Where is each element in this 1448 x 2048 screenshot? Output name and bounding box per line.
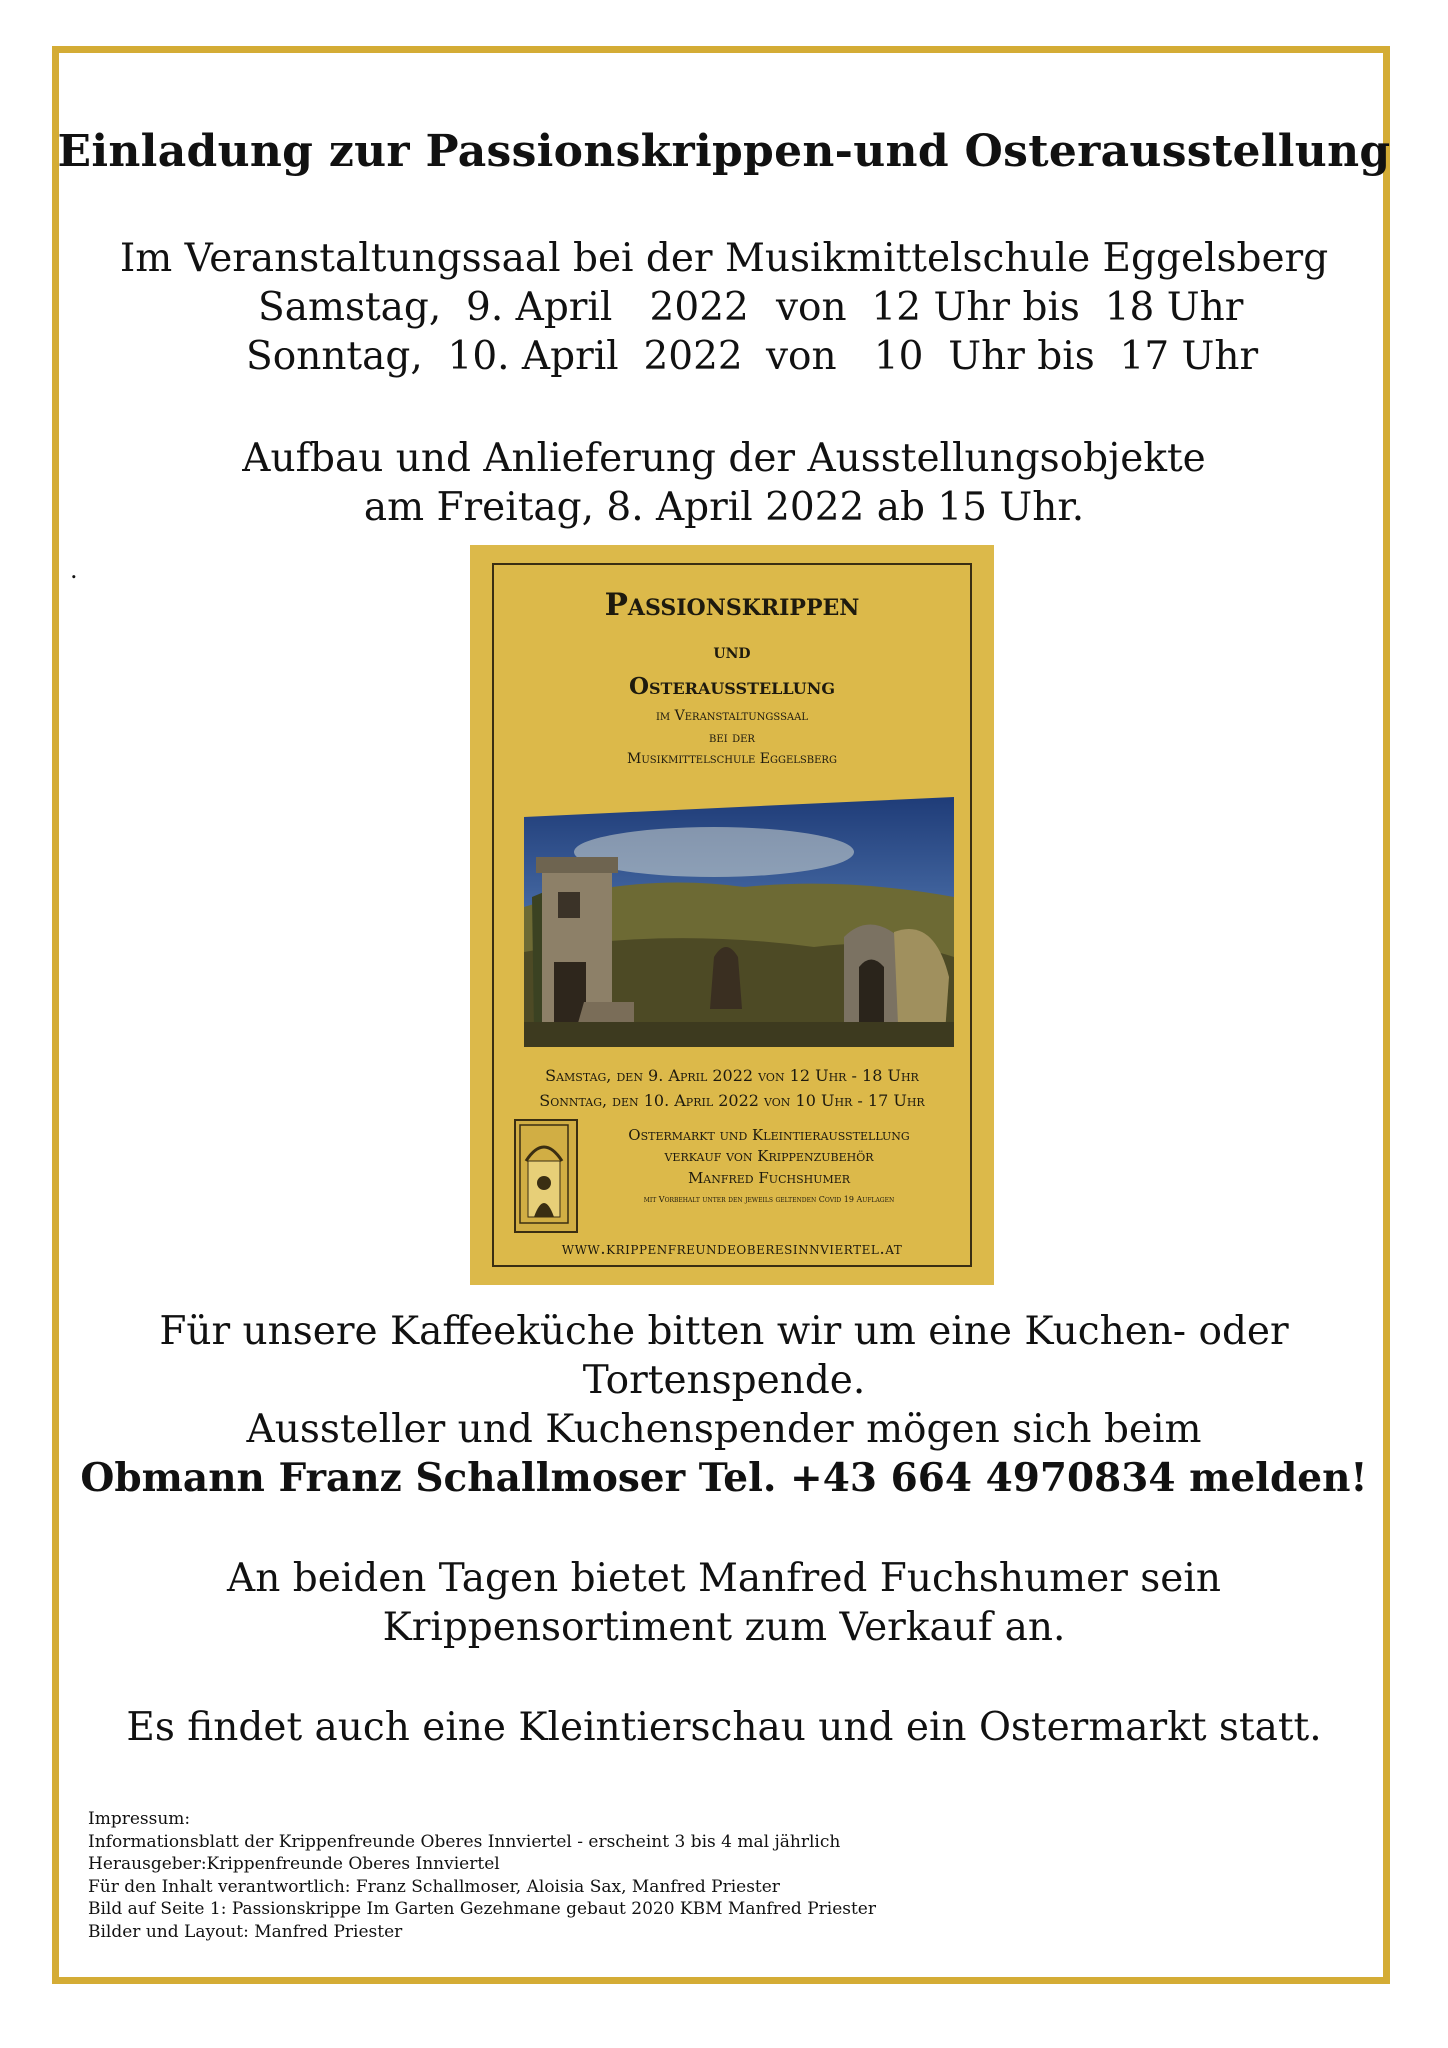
- contact-line: Obmann Franz Schallmoser Tel. +43 664 4970834 melden!: [80, 1455, 1368, 1501]
- association-emblem: [514, 1119, 578, 1233]
- poster-date-sunday: Sonntag, den 10. April 2022 von 10 Uhr - 17 Uhr: [539, 1091, 925, 1110]
- poster-info-seller: Manfred Fuchshumer: [687, 1169, 851, 1187]
- imprint-heading: Impressum:: [88, 1809, 191, 1829]
- setup-line-1: Aufbau und Anlieferung der Ausstellungsobjekte: [242, 436, 1206, 481]
- imprint: [88, 1808, 876, 1943]
- poster-venue-1: im Veranstaltungssaal: [655, 708, 809, 724]
- kaffee-line-2: Tortenspende.: [582, 1358, 866, 1403]
- poster-venue-2: bei der: [709, 730, 755, 746]
- schedule-day-saturday: Samstag, 9. April 2022: [258, 285, 749, 330]
- kaffee-line-3: Aussteller und Kuchenspender mögen sich beim: [246, 1407, 1202, 1452]
- schedule-time-sunday: von 10 Uhr bis 17 Uhr: [766, 334, 1259, 379]
- nativity-scene-image: [514, 777, 964, 1047]
- setup-line-2: am Freitag, 8. April 2022 ab 15 Uhr.: [363, 485, 1085, 530]
- animal-show-line: Es findet auch eine Kleintierschau und ein Ostermarkt statt.: [126, 1705, 1322, 1750]
- market-line-2: Krippensortiment zum Verkauf an.: [382, 1605, 1066, 1650]
- poster-title-und: und: [713, 639, 751, 663]
- imprint-line: Herausgeber:Krippenfreunde Oberes Innviertel: [88, 1854, 500, 1874]
- poster-website: www.krippenfreundeoberesinnviertel.at: [561, 1239, 903, 1259]
- poster-info-covid: mit Vorbehalt unter den jeweils geltenden Covid 19 Auflagen: [643, 1195, 895, 1204]
- stray-dot: .: [70, 556, 78, 584]
- poster-venue-3: Musikmittelschule Eggelsberg: [627, 751, 837, 767]
- kaffee-line-1: Für unsere Kaffeeküche bitten wir um eine Kuchen- oder: [159, 1309, 1289, 1354]
- poster-date-saturday: Samstag, den 9. April 2022 von 12 Uhr - 18 Uhr: [545, 1066, 919, 1085]
- market-line-1: An beiden Tagen bietet Manfred Fuchshumer sein: [227, 1556, 1221, 1601]
- schedule-day-sunday: Sonntag, 10. April 2022: [246, 334, 743, 379]
- schedule-time-saturday: von 12 Uhr bis 18 Uhr: [776, 285, 1244, 330]
- imprint-line: Informationsblatt der Krippenfreunde Oberes Innviertel - erscheint 3 bis 4 mal jährlich: [88, 1831, 841, 1852]
- imprint-line: Für den Inhalt verantwortlich: Franz Schallmoser, Aloisia Sax, Manfred Priester: [88, 1876, 780, 1897]
- poster-info-sale: verkauf von Krippenzubehör: [664, 1147, 874, 1165]
- imprint-line: Bild auf Seite 1: Passionskrippe Im Garten Gezehmane gebaut 2020 KBM Manfred Priester: [88, 1899, 876, 1919]
- exhibition-poster: [470, 545, 994, 1285]
- page-title: Einladung zur Passionskrippen-und Osterausstellung: [57, 126, 1391, 177]
- poster-title: Passionskrippen: [604, 587, 860, 623]
- imprint-line: Bilder und Layout: Manfred Priester: [88, 1921, 403, 1942]
- poster-subtitle: Osterausstellung: [628, 673, 836, 700]
- poster-info-market: Ostermarkt und Kleintierausstellung: [628, 1126, 910, 1144]
- venue-line: Im Veranstaltungssaal bei der Musikmittelschule Eggelsberg: [119, 236, 1329, 281]
